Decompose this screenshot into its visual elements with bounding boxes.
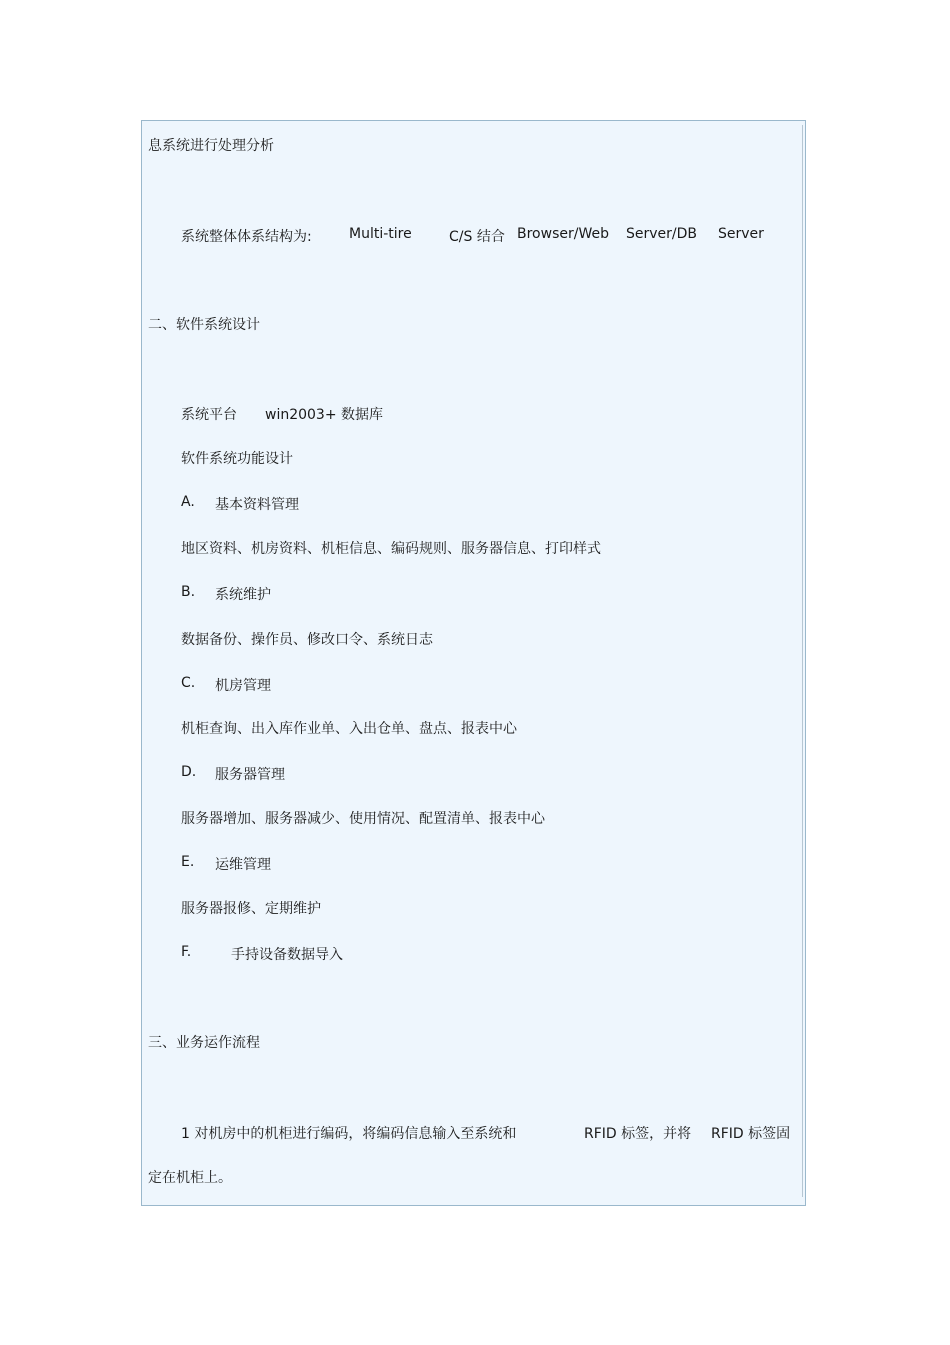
module-title: 系统维护 [215,587,271,603]
module-letter: B. [181,584,196,600]
module-items: 服务器报修、定期维护 [181,901,321,917]
platform-label: 系统平台 [181,407,237,423]
module-items: 机柜查询、出入库作业单、入出仓单、盘点、报表中心 [181,721,517,737]
module-letter: A. [181,494,195,510]
module-letter: F. [181,944,192,960]
module-title: 服务器管理 [215,767,285,783]
module-title: 运维管理 [215,857,271,873]
step-text: RFID 标签固 [711,1126,791,1142]
architecture-part: C/S 结合 [449,229,505,245]
architecture-part: Multi-tire [349,226,412,242]
module-letter: E. [181,854,195,870]
step-text: 1 对机房中的机柜进行编码，将编码信息输入至系统和 [181,1126,517,1142]
module-items: 数据备份、操作员、修改口令、系统日志 [181,632,433,648]
step-text: RFID 标签，并将 [584,1126,692,1142]
architecture-part: Browser/Web [517,226,609,242]
step-continuation: 定在机柜上。 [148,1170,232,1186]
architecture-part: Server/DB [626,226,698,242]
module-items: 服务器增加、服务器减少、使用情况、配置清单、报表中心 [181,811,545,827]
platform-value: win2003+ 数据库 [265,407,384,423]
module-letter: D. [181,764,197,780]
section-heading: 二、软件系统设计 [148,317,260,333]
module-title: 基本资料管理 [215,497,299,513]
module-title: 手持设备数据导入 [231,947,343,963]
continuation-title: 息系统进行处理分析 [148,138,274,154]
architecture-part: Server [718,226,764,242]
module-items: 地区资料、机房资料、机柜信息、编码规则、服务器信息、打印样式 [181,541,601,557]
module-letter: C. [181,675,196,691]
module-title: 机房管理 [215,678,271,694]
architecture-label: 系统整体体系结构为: [181,229,312,245]
function-design-heading: 软件系统功能设计 [181,451,293,467]
section-heading: 三、业务运作流程 [148,1035,260,1051]
